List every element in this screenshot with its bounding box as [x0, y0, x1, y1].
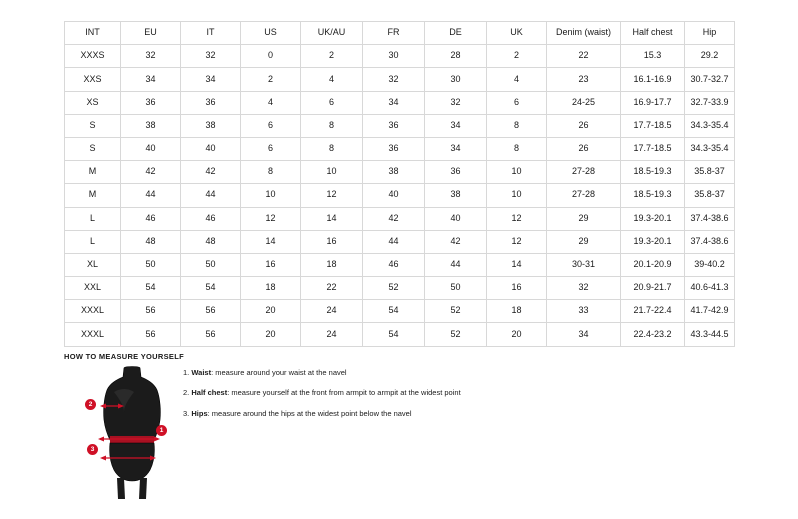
table-row — [65, 137, 735, 160]
cell-de: 50 — [425, 277, 487, 300]
cell-us: 20 — [241, 323, 301, 346]
cell-de: 32 — [425, 91, 487, 114]
cell-eu: 46 — [121, 207, 181, 230]
column-header-denim-waist: Denim (waist) — [547, 22, 621, 45]
badge-hips: 3 — [87, 444, 98, 455]
cell-int: M — [65, 161, 121, 184]
cell-eu: 50 — [121, 253, 181, 276]
cell-uk: 2 — [487, 45, 547, 68]
cell-uk: 8 — [487, 114, 547, 137]
badge-half-chest: 2 — [85, 399, 96, 410]
cell-it: 46 — [181, 207, 241, 230]
cell-half-chest: 19.3-20.1 — [621, 207, 685, 230]
cell-hip: 35.8-37 — [685, 161, 735, 184]
table-row — [65, 45, 735, 68]
cell-denim-waist: 22 — [547, 45, 621, 68]
cell-us: 20 — [241, 300, 301, 323]
cell-eu: 32 — [121, 45, 181, 68]
cell-hip: 41.7-42.9 — [685, 300, 735, 323]
cell-it: 54 — [181, 277, 241, 300]
table-row — [65, 300, 735, 323]
cell-int: XXS — [65, 68, 121, 91]
cell-uk: 14 — [487, 253, 547, 276]
cell-denim-waist: 23 — [547, 68, 621, 91]
cell-uk-au: 22 — [301, 277, 363, 300]
cell-us: 8 — [241, 161, 301, 184]
cell-uk: 10 — [487, 184, 547, 207]
table-header-row — [65, 22, 735, 45]
cell-half-chest: 17.7-18.5 — [621, 114, 685, 137]
cell-int: S — [65, 137, 121, 160]
cell-hip: 32.7-33.9 — [685, 91, 735, 114]
instruction-term: Waist — [191, 368, 212, 377]
cell-uk: 6 — [487, 91, 547, 114]
cell-eu: 38 — [121, 114, 181, 137]
table-row — [65, 230, 735, 253]
cell-it: 48 — [181, 230, 241, 253]
cell-hip: 30.7-32.7 — [685, 68, 735, 91]
cell-us: 10 — [241, 184, 301, 207]
cell-hip: 37.4-38.6 — [685, 230, 735, 253]
cell-eu: 40 — [121, 137, 181, 160]
cell-it: 32 — [181, 45, 241, 68]
size-chart-table — [64, 21, 735, 347]
cell-hip: 40.6-41.3 — [685, 277, 735, 300]
badge-waist: 1 — [156, 425, 167, 436]
cell-half-chest: 18.5-19.3 — [621, 184, 685, 207]
cell-denim-waist: 27-28 — [547, 161, 621, 184]
cell-denim-waist: 26 — [547, 114, 621, 137]
hip-shape — [110, 443, 155, 481]
instruction-number: 1. — [183, 368, 190, 377]
left-leg — [117, 478, 125, 499]
cell-it: 36 — [181, 91, 241, 114]
cell-de: 38 — [425, 184, 487, 207]
column-header-half-chest: Half chest — [621, 22, 685, 45]
cell-half-chest: 15.3 — [621, 45, 685, 68]
cell-hip: 35.8-37 — [685, 184, 735, 207]
cell-eu: 34 — [121, 68, 181, 91]
cell-denim-waist: 34 — [547, 323, 621, 346]
cell-us: 6 — [241, 114, 301, 137]
cell-eu: 56 — [121, 323, 181, 346]
cell-fr: 54 — [363, 323, 425, 346]
cell-int: XXXL — [65, 323, 121, 346]
cell-uk-au: 8 — [301, 137, 363, 160]
cell-uk: 12 — [487, 230, 547, 253]
table-body — [65, 45, 735, 346]
cell-fr: 36 — [363, 137, 425, 160]
table-row — [65, 207, 735, 230]
cell-us: 4 — [241, 91, 301, 114]
cell-uk-au: 12 — [301, 184, 363, 207]
column-header-us: US — [241, 22, 301, 45]
cell-de: 44 — [425, 253, 487, 276]
cell-de: 52 — [425, 323, 487, 346]
cell-uk-au: 24 — [301, 323, 363, 346]
cell-uk-au: 2 — [301, 45, 363, 68]
cell-it: 50 — [181, 253, 241, 276]
table-row — [65, 161, 735, 184]
cell-fr: 32 — [363, 68, 425, 91]
cell-fr: 34 — [363, 91, 425, 114]
cell-uk-au: 4 — [301, 68, 363, 91]
cell-half-chest: 20.9-21.7 — [621, 277, 685, 300]
table-row — [65, 68, 735, 91]
cell-int: M — [65, 184, 121, 207]
cell-denim-waist: 29 — [547, 230, 621, 253]
table-row — [65, 91, 735, 114]
cell-fr: 36 — [363, 114, 425, 137]
cell-de: 52 — [425, 300, 487, 323]
cell-half-chest: 22.4-23.2 — [621, 323, 685, 346]
instruction-term: Half chest — [191, 388, 228, 398]
cell-fr: 40 — [363, 184, 425, 207]
cell-half-chest: 19.3-20.1 — [621, 230, 685, 253]
column-header-uk: UK — [487, 22, 547, 45]
cell-int: L — [65, 207, 121, 230]
cell-hip: 43.3-44.5 — [685, 323, 735, 346]
cell-uk: 4 — [487, 68, 547, 91]
column-header-fr: FR — [363, 22, 425, 45]
cell-int: XXL — [65, 277, 121, 300]
cell-it: 44 — [181, 184, 241, 207]
instruction-number: 2. — [183, 388, 190, 398]
cell-int: L — [65, 230, 121, 253]
cell-uk: 10 — [487, 161, 547, 184]
cell-denim-waist: 32 — [547, 277, 621, 300]
instruction-text: : measure yourself at the front from armpit to armpit at the widest point — [227, 388, 461, 398]
cell-eu: 48 — [121, 230, 181, 253]
table-row — [65, 277, 735, 300]
cell-us: 0 — [241, 45, 301, 68]
table-header — [65, 22, 735, 45]
cell-uk-au: 6 — [301, 91, 363, 114]
cell-int: S — [65, 114, 121, 137]
instruction-text: : measure around your waist at the navel — [211, 368, 347, 377]
cell-fr: 54 — [363, 300, 425, 323]
cell-it: 40 — [181, 137, 241, 160]
how-to-measure-title: HOW TO MEASURE YOURSELF — [64, 352, 184, 361]
cell-eu: 44 — [121, 184, 181, 207]
cell-denim-waist: 29 — [547, 207, 621, 230]
cell-fr: 44 — [363, 230, 425, 253]
cell-uk: 8 — [487, 137, 547, 160]
cell-half-chest: 21.7-22.4 — [621, 300, 685, 323]
cell-int: XXXL — [65, 300, 121, 323]
table-row — [65, 323, 735, 346]
cell-it: 42 — [181, 161, 241, 184]
cell-eu: 36 — [121, 91, 181, 114]
cell-hip: 34.3-35.4 — [685, 137, 735, 160]
cell-half-chest: 18.5-19.3 — [621, 161, 685, 184]
cell-fr: 52 — [363, 277, 425, 300]
instruction-number: 3. — [183, 408, 190, 418]
measurement-instructions — [183, 368, 603, 429]
column-header-int: INT — [65, 22, 121, 45]
cell-it: 38 — [181, 114, 241, 137]
cell-hip: 34.3-35.4 — [685, 114, 735, 137]
cell-hip: 29.2 — [685, 45, 735, 68]
column-header-uk-au: UK/AU — [301, 22, 363, 45]
cell-it: 34 — [181, 68, 241, 91]
table-row — [65, 184, 735, 207]
cell-us: 6 — [241, 137, 301, 160]
cell-half-chest: 16.1-16.9 — [621, 68, 685, 91]
cell-de: 30 — [425, 68, 487, 91]
cell-de: 40 — [425, 207, 487, 230]
cell-uk: 18 — [487, 300, 547, 323]
column-header-hip: Hip — [685, 22, 735, 45]
cell-fr: 42 — [363, 207, 425, 230]
torso-shape — [104, 367, 161, 441]
cell-fr: 38 — [363, 161, 425, 184]
column-header-it: IT — [181, 22, 241, 45]
column-header-eu: EU — [121, 22, 181, 45]
cell-int: XL — [65, 253, 121, 276]
cell-de: 34 — [425, 137, 487, 160]
instruction-waist — [183, 368, 603, 377]
cell-half-chest: 17.7-18.5 — [621, 137, 685, 160]
cell-eu: 42 — [121, 161, 181, 184]
cell-uk-au: 8 — [301, 114, 363, 137]
cell-fr: 46 — [363, 253, 425, 276]
cell-de: 42 — [425, 230, 487, 253]
instruction-half-chest — [183, 388, 603, 397]
cell-int: XXXS — [65, 45, 121, 68]
cell-eu: 54 — [121, 277, 181, 300]
cell-denim-waist: 24-25 — [547, 91, 621, 114]
cell-uk: 12 — [487, 207, 547, 230]
cell-us: 14 — [241, 230, 301, 253]
cell-us: 16 — [241, 253, 301, 276]
cell-half-chest: 16.9-17.7 — [621, 91, 685, 114]
cell-denim-waist: 27-28 — [547, 184, 621, 207]
cell-eu: 56 — [121, 300, 181, 323]
size-chart-table-container — [64, 21, 734, 347]
table-row — [65, 253, 735, 276]
cell-half-chest: 20.1-20.9 — [621, 253, 685, 276]
cell-denim-waist: 33 — [547, 300, 621, 323]
right-leg — [139, 478, 147, 499]
cell-uk: 20 — [487, 323, 547, 346]
cell-uk-au: 10 — [301, 161, 363, 184]
cell-hip: 39-40.2 — [685, 253, 735, 276]
cell-uk-au: 16 — [301, 230, 363, 253]
measurement-figure — [84, 366, 180, 501]
cell-it: 56 — [181, 323, 241, 346]
cell-de: 28 — [425, 45, 487, 68]
cell-de: 36 — [425, 161, 487, 184]
cell-fr: 30 — [363, 45, 425, 68]
cell-hip: 37.4-38.6 — [685, 207, 735, 230]
cell-int: XS — [65, 91, 121, 114]
cell-uk-au: 24 — [301, 300, 363, 323]
cell-us: 12 — [241, 207, 301, 230]
column-header-de: DE — [425, 22, 487, 45]
instruction-hips — [183, 409, 603, 418]
cell-uk: 16 — [487, 277, 547, 300]
cell-us: 18 — [241, 277, 301, 300]
cell-de: 34 — [425, 114, 487, 137]
instruction-term: Hips — [191, 408, 208, 418]
cell-uk-au: 18 — [301, 253, 363, 276]
table-row — [65, 114, 735, 137]
cell-denim-waist: 26 — [547, 137, 621, 160]
cell-it: 56 — [181, 300, 241, 323]
cell-uk-au: 14 — [301, 207, 363, 230]
cell-denim-waist: 30-31 — [547, 253, 621, 276]
cell-us: 2 — [241, 68, 301, 91]
instruction-text: : measure around the hips at the widest point below the navel — [207, 408, 412, 418]
